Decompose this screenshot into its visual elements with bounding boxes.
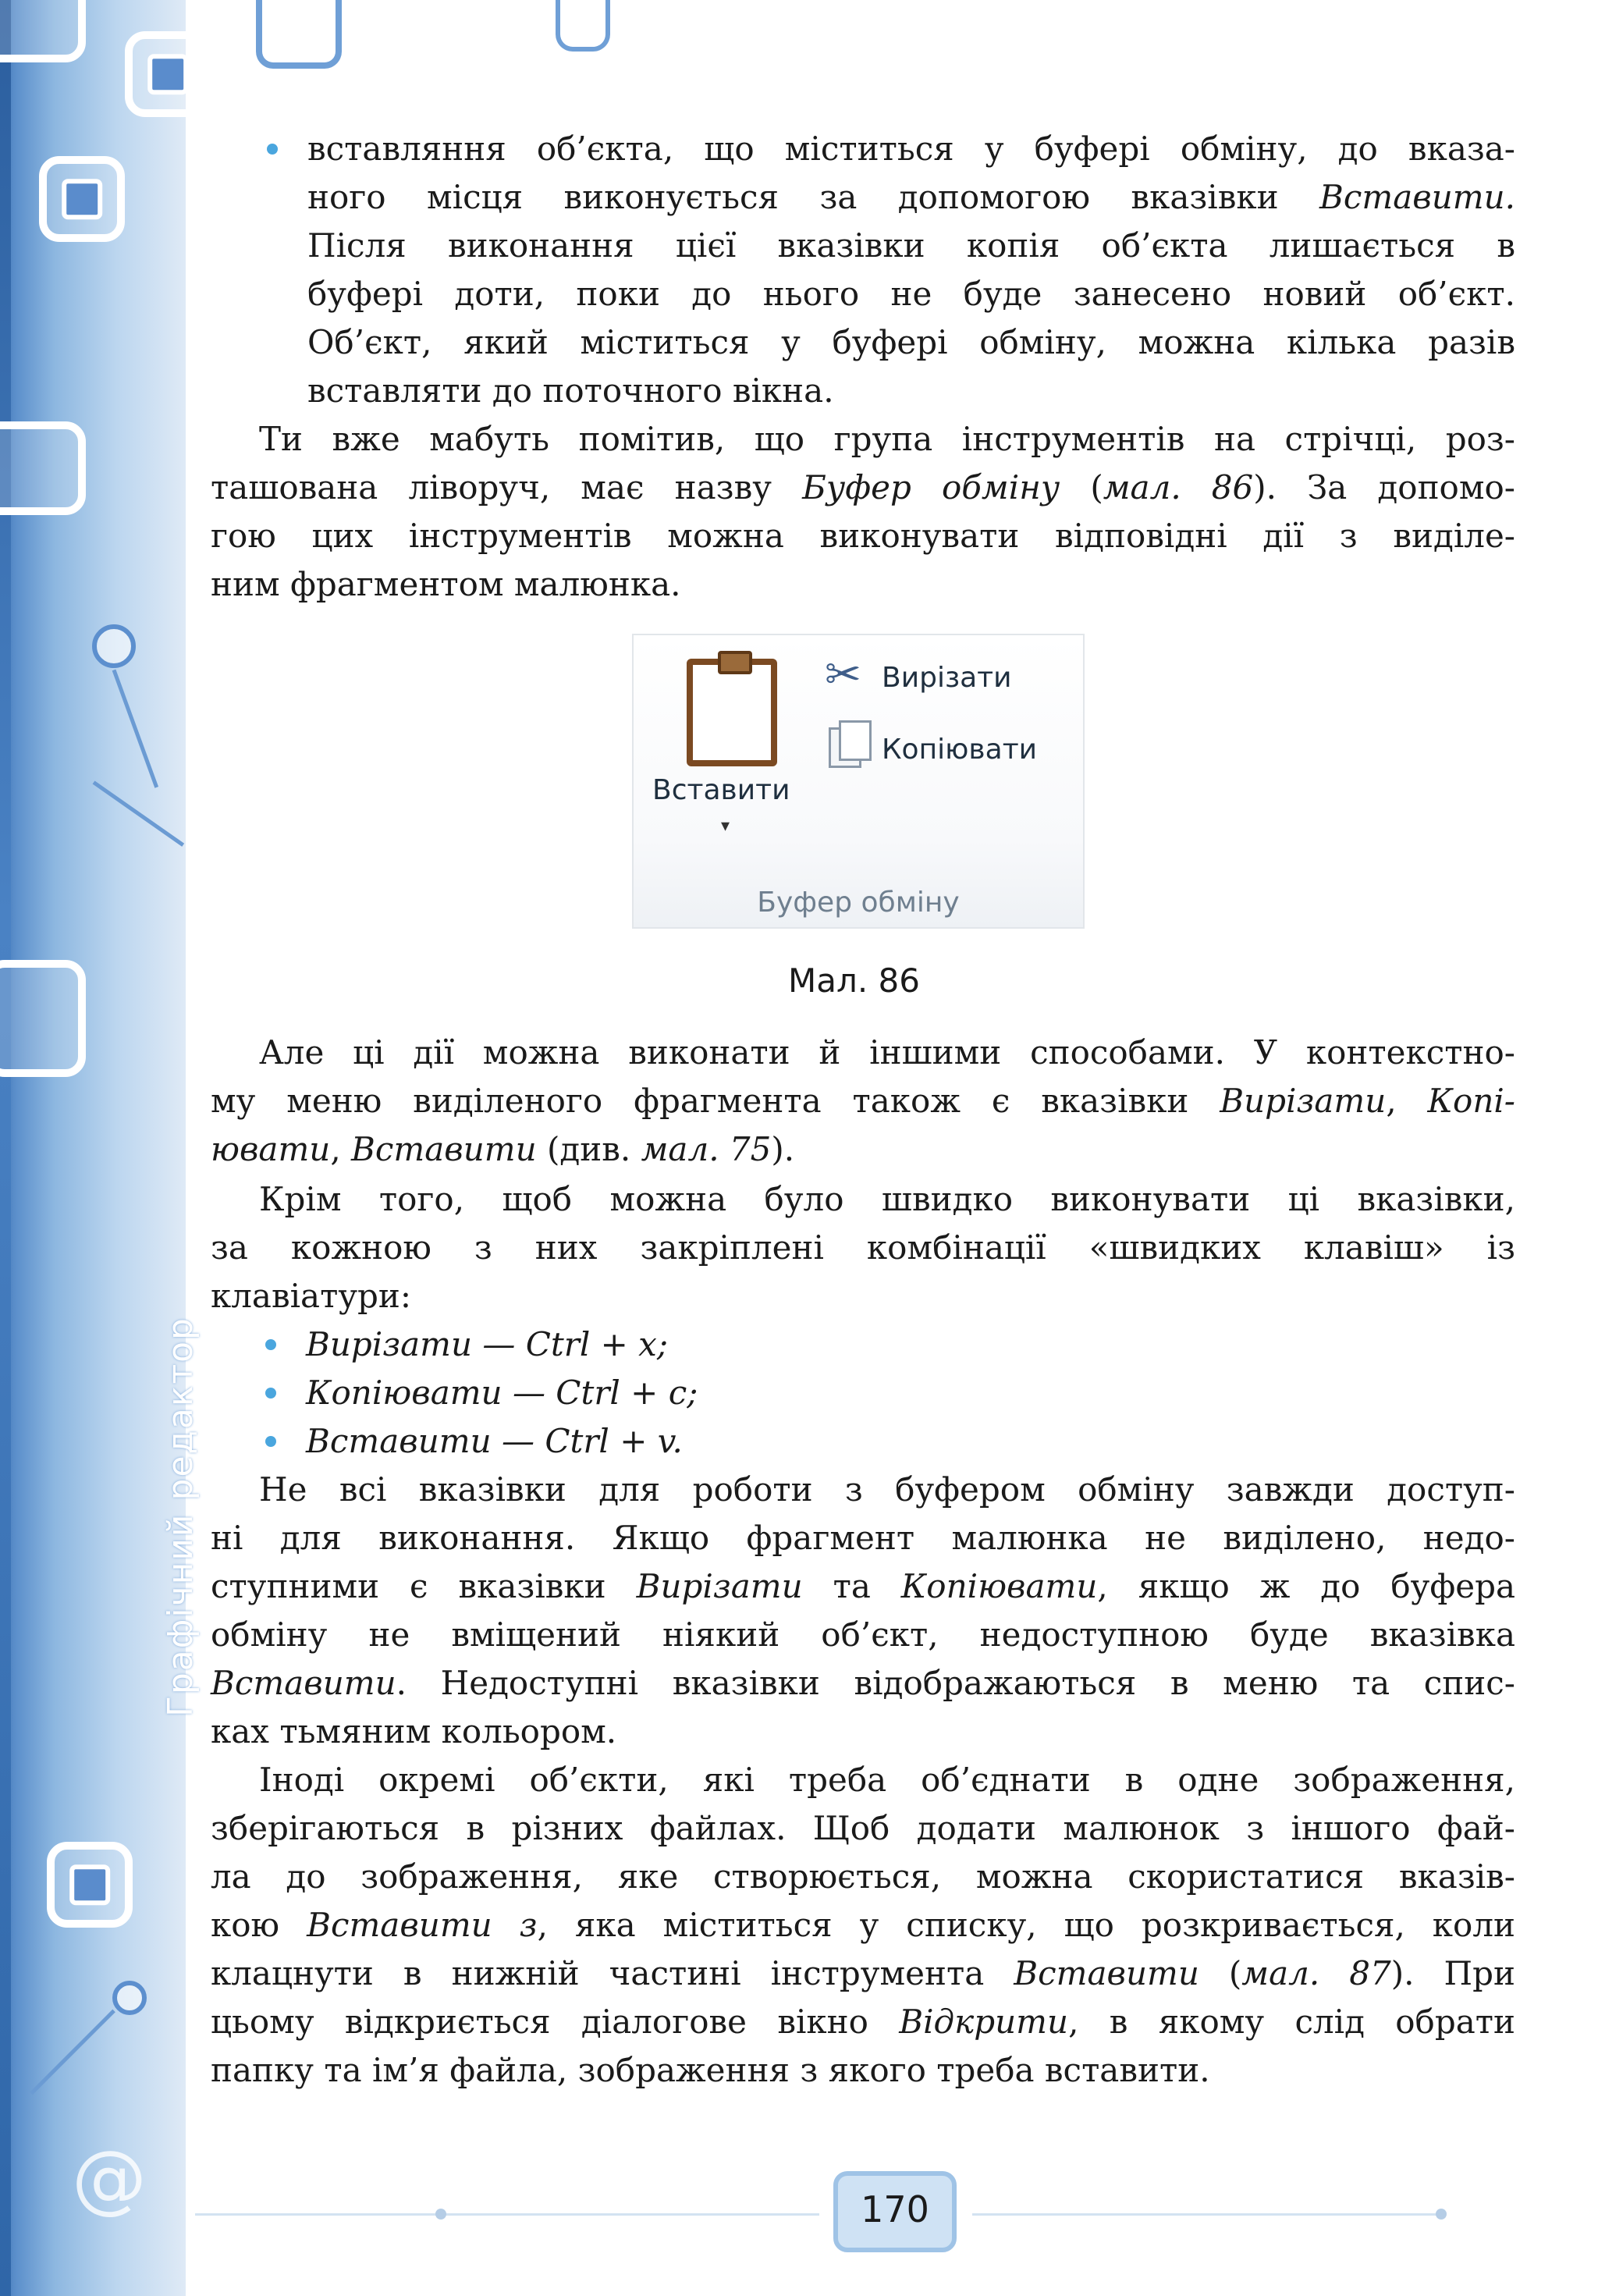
text-line: ним фрагментом малюнка.	[211, 565, 681, 603]
text-line: Але ці дії можна виконати й іншими способами. У контекстно-	[259, 1033, 1515, 1072]
deco-square	[0, 421, 86, 515]
paragraph-context-menu	[211, 1029, 1515, 1174]
text-fragment: . Недоступні вказівки відображаються в меню та спис-	[396, 1664, 1515, 1702]
text-line: ла до зображення, яке створюється, можна скористатися вказів-	[211, 1857, 1515, 1896]
deco-square-inner	[62, 179, 102, 219]
deco-square	[0, 960, 86, 1077]
bullet-dot-icon	[265, 1388, 276, 1399]
text-line	[211, 1901, 1515, 1949]
copy-button-label: Копіювати	[882, 734, 1038, 766]
dropdown-arrow-icon: ▾	[721, 816, 730, 836]
text-line: Крім того, щоб можна було швидко виконувати ці вказівки,	[259, 1180, 1515, 1218]
top-deco-bracket	[256, 0, 342, 69]
text-line	[211, 464, 1515, 512]
text-fragment: (	[1198, 1954, 1242, 1992]
text-line: ні для виконання. Якщо фрагмент малюнка не виділено, недо-	[211, 1519, 1515, 1557]
shortcut-list	[265, 1320, 1514, 1466]
ribbon-clipboard-group	[632, 634, 1085, 929]
cut-button-label: Вирізати	[882, 662, 1012, 694]
text-line: Іноді окремі об’єкти, які треба об’єднати в одне зображення,	[259, 1761, 1515, 1799]
at-sign-icon: @	[72, 2134, 147, 2222]
footer-dot	[1436, 2209, 1447, 2220]
italic-term: ювати	[211, 1130, 331, 1168]
italic-term: Вставити	[351, 1130, 537, 1168]
decorative-side-strip	[0, 0, 201, 2296]
text-line	[307, 173, 1515, 222]
shortcut-text: Вставити — Ctrl + v.	[306, 1422, 683, 1460]
deco-square	[47, 1842, 133, 1928]
italic-term: Вирізати	[1220, 1082, 1387, 1120]
text-line: зберігаються в різних файлах. Щоб додати малюнок з іншого фай-	[211, 1809, 1515, 1847]
paragraph-shortcuts-intro	[211, 1175, 1515, 1320]
text-fragment: , яка міститься у списку, що розкривається, коли	[537, 1906, 1515, 1944]
deco-circle	[92, 624, 136, 668]
italic-term: Вставити	[211, 1664, 396, 1702]
shortcut-text: Вирізати — Ctrl + x;	[306, 1325, 669, 1363]
footer-rule	[972, 2213, 1440, 2216]
deco-line	[93, 780, 185, 846]
italic-term: Копіювати	[900, 1567, 1098, 1605]
text-line	[211, 1949, 1515, 1998]
text-fragment: (див.	[536, 1130, 641, 1168]
text-line: буфері доти, поки до нього не буде занесено новий об’єкт.	[307, 275, 1515, 313]
text-line	[211, 1562, 1515, 1611]
text-fragment: ). За допомо-	[1253, 468, 1515, 506]
scissors-icon: ✂	[825, 649, 861, 700]
italic-term: Вставити з	[307, 1906, 538, 1944]
text-fragment: , якщо ж до буфера	[1097, 1567, 1515, 1605]
text-line: папку та ім’я файла, зображення з якого треба вставити.	[211, 2051, 1210, 2089]
bullet-dot-icon	[267, 144, 278, 155]
paragraph-unavailable-commands	[211, 1466, 1515, 1756]
paragraph-clipboard-group	[211, 415, 1515, 609]
list-item	[265, 1417, 1514, 1466]
figure-reference: мал. 75	[641, 1130, 772, 1168]
deco-square	[39, 156, 125, 242]
text-line: клавіатури:	[211, 1277, 412, 1315]
text-fragment: ташована ліворуч, має назву	[211, 468, 803, 506]
text-fragment: ного місця виконується за допомогою вказівки	[307, 178, 1320, 216]
text-fragment: ,	[330, 1130, 352, 1168]
text-fragment: ). При	[1390, 1954, 1515, 1992]
italic-term: Вставити	[1014, 1954, 1199, 1992]
text-fragment: му меню виділеного фрагмента також є вказівки	[211, 1082, 1220, 1120]
deco-line	[112, 670, 158, 788]
copy-icon	[829, 727, 861, 768]
deco-square-inner	[147, 54, 188, 94]
text-line: Ти вже мабуть помітив, що група інструментів на стрічці, роз-	[259, 420, 1515, 458]
list-item	[265, 1320, 1514, 1369]
text-fragment: ).	[771, 1130, 795, 1168]
clipboard-clip	[718, 651, 752, 674]
italic-term: Буфер обміну	[802, 468, 1060, 506]
text-fragment: кою	[211, 1906, 307, 1944]
bullet-dot-icon	[265, 1339, 276, 1350]
deco-circle	[112, 1981, 147, 2015]
paragraph-paste-from	[211, 1756, 1515, 2095]
text-fragment: (	[1060, 468, 1103, 506]
ribbon-group-label: Буфер обміну	[757, 887, 960, 919]
text-fragment: , в якому слід обрати	[1068, 2003, 1515, 2041]
page-number-badge	[833, 2171, 957, 2252]
footer-dot	[435, 2209, 446, 2220]
deco-square-inner	[69, 1864, 110, 1905]
deco-line	[30, 2010, 115, 2095]
italic-term: Вставити.	[1319, 178, 1515, 216]
text-line: Після виконання цієї вказівки копія об’єкта лишається в	[307, 226, 1515, 265]
text-fragment: та	[802, 1567, 901, 1605]
text-fragment: цьому відкриється діалогове вікно	[211, 2003, 900, 2041]
figure-reference: мал. 86	[1103, 468, 1254, 506]
text-fragment: ,	[1386, 1082, 1428, 1120]
text-line	[211, 1077, 1515, 1125]
italic-term: Відкрити	[899, 2003, 1069, 2041]
paragraph-paste-description	[307, 125, 1515, 415]
page-number: 170	[861, 2188, 929, 2230]
paste-clipboard-icon	[687, 659, 777, 766]
footer-rule	[195, 2213, 819, 2216]
text-line: Не всі вказівки для роботи з буфером обміну завжди доступ-	[259, 1470, 1515, 1509]
top-deco-bracket	[556, 0, 610, 52]
vertical-section-title: Графічний редактор	[161, 1317, 201, 1717]
text-line	[211, 1998, 1515, 2046]
italic-term: Копі-	[1427, 1082, 1515, 1120]
text-line	[211, 1125, 1515, 1174]
text-fragment: ступними є вказівки	[211, 1567, 637, 1605]
italic-term: Вирізати	[636, 1567, 803, 1605]
paste-button-label: Вставити	[652, 774, 790, 806]
deco-square	[0, 0, 86, 62]
text-line: за кожною з них закріплені комбінації «швидких клавіш» із	[211, 1228, 1515, 1267]
text-line: гою цих інструментів можна виконувати відповідні дії з виділе-	[211, 517, 1515, 555]
deco-square	[125, 31, 211, 117]
figure-reference: мал. 87	[1241, 1954, 1391, 1992]
bullet-dot-icon	[265, 1436, 276, 1447]
text-line: вставляння об’єкта, що міститься у буфері обміну, до вказа-	[307, 130, 1515, 168]
text-line: Об’єкт, який міститься у буфері обміну, можна кілька разів	[307, 323, 1515, 361]
text-line	[211, 1659, 1515, 1708]
list-item	[265, 1369, 1514, 1417]
text-line: обміну не вміщений ніякий об’єкт, недоступною буде вказівка	[211, 1615, 1515, 1654]
text-fragment: клацнути в нижній частині інструмента	[211, 1954, 1014, 1992]
text-line: ках тьмяним кольором.	[211, 1712, 617, 1750]
shortcut-text: Копіювати — Ctrl + c;	[306, 1374, 698, 1412]
figure-caption: Мал. 86	[788, 961, 920, 1000]
text-line: вставляти до поточного вікна.	[307, 371, 834, 410]
strip-edge-band	[0, 0, 11, 2296]
